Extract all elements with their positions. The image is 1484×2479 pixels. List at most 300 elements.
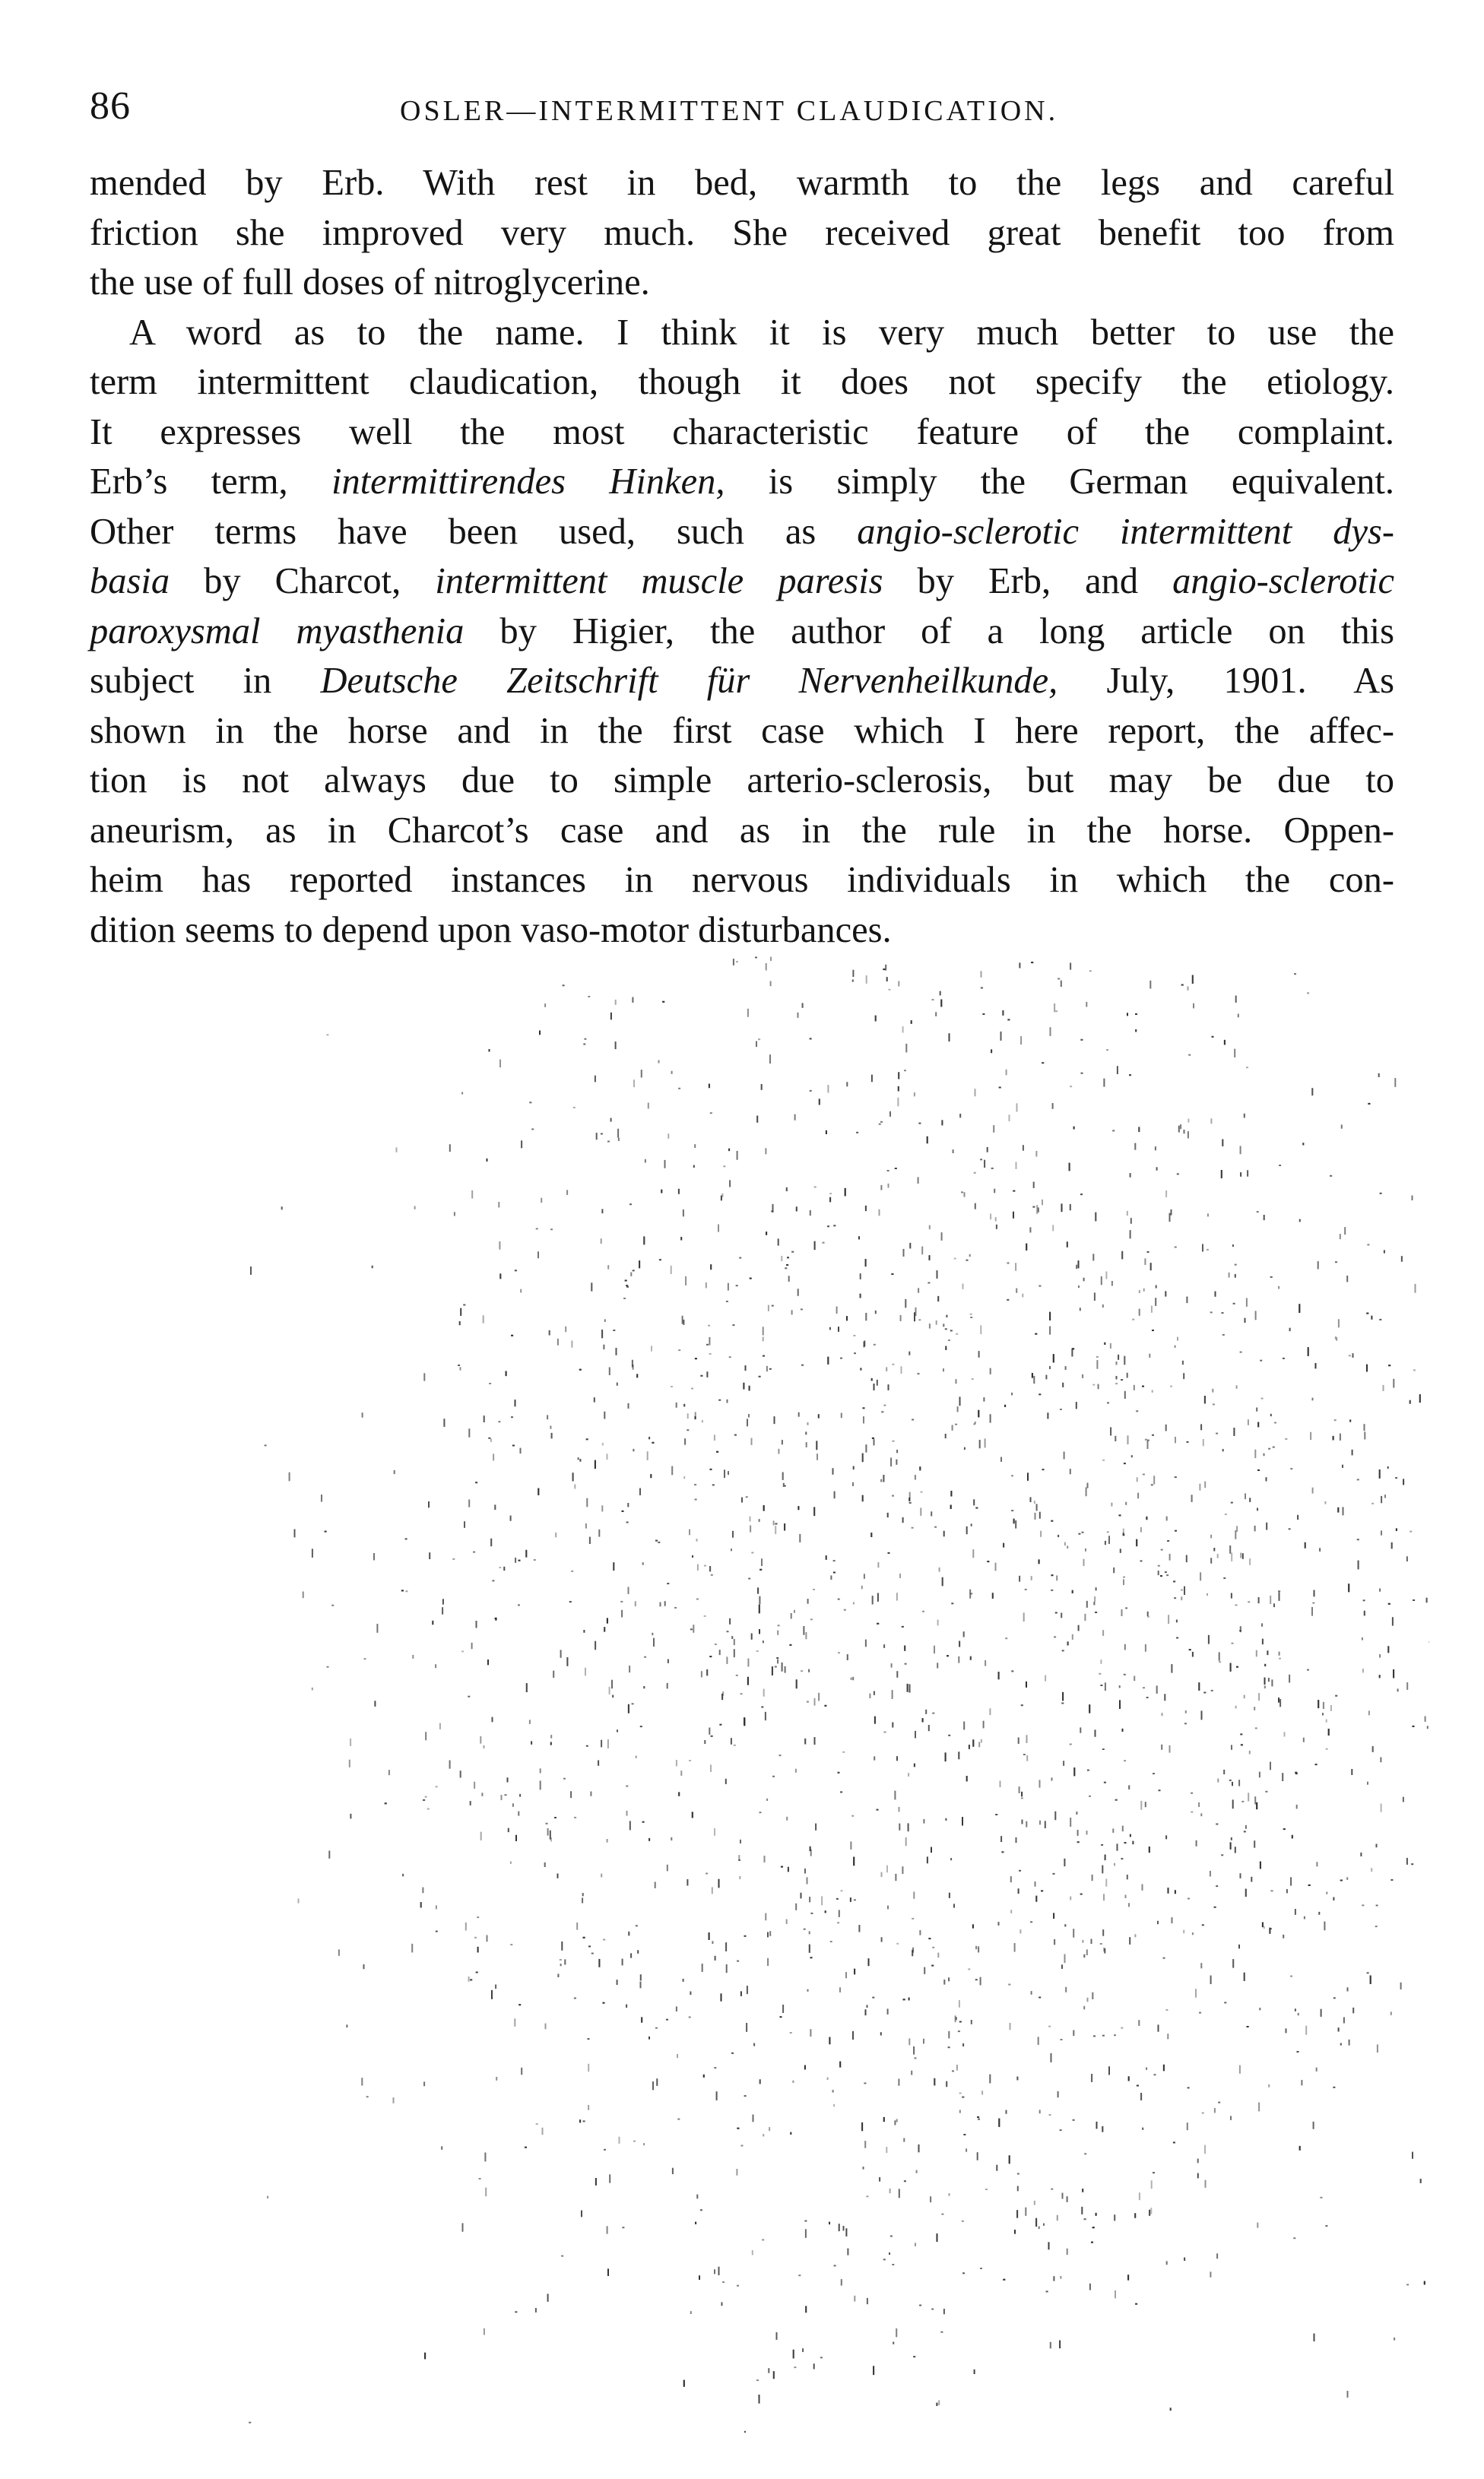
speckle-mark [975,1507,978,1509]
speckle-mark [982,1013,985,1015]
speckle-mark [805,2229,807,2238]
speckle-mark [1232,1244,1234,1247]
speckle-mark [941,2214,943,2215]
speckle-mark [1314,1590,1315,1597]
speckle-mark [1071,1349,1073,1357]
speckle-mark [695,1358,697,1359]
speckle-mark [595,1641,596,1650]
speckle-mark [1082,1374,1083,1378]
speckle-mark [985,1660,986,1666]
speckle-mark [1048,2026,1051,2027]
speckle-mark [978,1410,979,1418]
speckle-mark [1150,1263,1152,1270]
speckle-mark [950,1858,952,1860]
speckle-mark [761,1084,763,1090]
speckle-mark [959,2093,962,2094]
speckle-mark [763,1355,765,1357]
speckle-mark [709,1337,710,1346]
speckle-mark [1204,1482,1206,1488]
speckle-mark [890,1458,892,1467]
speckle-mark [1076,1265,1077,1269]
speckle-mark [1322,1713,1324,1715]
speckle-mark [903,1249,905,1257]
speckle-mark [1295,1909,1296,1915]
speckle-mark [1056,1575,1058,1580]
speckle-mark [865,1444,867,1452]
speckle-mark [544,1003,546,1007]
speckle-mark [807,1989,809,1992]
speckle-mark [885,965,886,971]
speckle-mark [1242,1553,1244,1559]
speckle-mark [709,1728,710,1735]
speckle-mark [1174,1597,1176,1599]
speckle-mark [945,1752,947,1761]
speckle-mark [871,1378,873,1381]
speckle-mark [975,1203,976,1209]
speckle-mark [1116,1362,1118,1365]
speckle-mark [891,1273,893,1275]
speckle-mark [1061,1964,1063,1969]
speckle-mark [1171,1664,1172,1673]
speckle-mark [689,1760,691,1761]
speckle-mark [1312,1488,1314,1494]
speckle-mark [294,1530,296,1538]
speckle-mark [888,1384,889,1390]
speckle-mark [1302,1143,1304,1145]
speckle-mark [918,1123,921,1124]
line-segment: A word as to the name. I think it is very much better to use the [129,312,1394,353]
speckle-mark [1264,1215,1265,1220]
speckle-mark [814,1186,817,1187]
speckle-mark [1084,1614,1086,1621]
speckle-mark [931,1965,934,1967]
speckle-mark [1119,1514,1121,1516]
speckle-mark [1122,1729,1124,1732]
speckle-mark [1073,1767,1075,1776]
speckle-mark [1070,963,1071,970]
speckle-mark [1379,1469,1381,1479]
speckle-mark [1058,2091,1059,2097]
speckle-mark [886,977,888,981]
speckle-mark [1007,1299,1009,1301]
speckle-mark [682,1316,683,1324]
speckle-mark [1168,1888,1169,1894]
speckle-mark [1212,1389,1213,1393]
speckle-mark [1257,2223,1258,2228]
speckle-mark [267,2196,268,2198]
speckle-mark [1061,2039,1063,2040]
speckle-mark [1122,1826,1124,1832]
speckle-mark [1202,1924,1204,1926]
speckle-mark [1000,1457,1002,1462]
speckle-mark [1021,1792,1023,1796]
speckle-mark [1127,1373,1128,1378]
speckle-mark [1052,1225,1054,1231]
speckle-mark [1127,1373,1128,1378]
speckle-mark [642,1562,644,1565]
speckle-mark [1039,1821,1041,1825]
speckle-mark [1257,1469,1260,1471]
speckle-mark [1121,1251,1123,1260]
speckle-mark [536,2123,538,2125]
speckle-mark [1232,1244,1234,1247]
speckle-mark [719,1724,721,1726]
speckle-mark [554,1817,556,1818]
speckle-mark [852,1482,854,1486]
speckle-mark [731,1738,732,1745]
speckle-mark [607,2268,609,2276]
speckle-mark [865,1206,867,1211]
speckle-mark [865,1259,867,1266]
speckle-mark [557,1874,559,1878]
speckle-mark [671,1466,673,1476]
speckle-mark [1064,1859,1065,1866]
speckle-mark [607,2226,608,2233]
speckle-mark [550,1837,552,1841]
speckle-mark [508,1828,509,1832]
speckle-mark [1397,1688,1399,1691]
speckle-mark [961,1191,963,1193]
speckle-mark [987,1561,989,1562]
speckle-mark [860,1368,861,1370]
speckle-mark [729,1356,731,1358]
speckle-mark [908,1998,910,2001]
speckle-mark [547,1415,548,1419]
speckle-mark [898,981,899,987]
speckle-mark [1268,1678,1270,1682]
speckle-mark [632,1703,634,1704]
speckle-mark [969,1745,970,1749]
speckle-mark [551,1433,553,1438]
speckle-mark [905,1044,907,1052]
speckle-mark [1010,1876,1012,1882]
speckle-mark [557,1339,559,1346]
speckle-mark [1346,1877,1348,1880]
speckle-mark [604,2149,606,2151]
speckle-mark [966,1776,968,1781]
speckle-mark [1264,1678,1266,1685]
speckle-mark [769,2127,770,2131]
speckle-mark [816,1441,817,1450]
speckle-mark [737,2128,739,2129]
speckle-mark [813,1507,815,1516]
speckle-mark [1368,1710,1370,1715]
speckle-mark [771,1210,773,1212]
speckle-mark [827,1085,829,1092]
speckle-mark [852,970,854,977]
speckle-mark [854,2296,855,2302]
speckle-mark [350,1739,351,1746]
speckle-mark [1086,1601,1088,1608]
speckle-mark [545,2024,547,2030]
speckle-mark [626,1285,628,1286]
speckle-mark [588,1945,591,1947]
speckle-mark [918,1319,921,1320]
body-text [90,158,1394,955]
speckle-mark [294,1530,296,1538]
speckle-mark [652,1442,654,1444]
speckle-mark [975,1203,976,1209]
speckle-mark [1196,1840,1197,1847]
speckle-mark [1078,1533,1080,1535]
speckle-mark [584,1038,586,1040]
speckle-mark [612,1695,614,1698]
speckle-mark [778,1449,779,1454]
speckle-mark [971,1523,972,1526]
speckle-mark [699,2275,700,2280]
speckle-mark [833,1572,836,1574]
speckle-mark [1069,1163,1070,1171]
speckle-mark [636,1374,638,1377]
speckle-mark [874,1439,875,1445]
speckle-mark [462,2223,464,2231]
speckle-mark [1050,2342,1051,2349]
speckle-mark [956,1333,958,1335]
speckle-mark [1371,1503,1374,1504]
speckle-mark [734,1639,735,1645]
speckle-mark [586,1745,588,1747]
speckle-mark [515,1835,517,1841]
speckle-mark [671,1466,673,1476]
speckle-mark [653,1638,655,1647]
speckle-mark [1105,1272,1107,1279]
speckle-mark [1004,1405,1006,1407]
speckle-mark [894,2120,896,2125]
speckle-mark [912,1950,913,1956]
speckle-mark [1015,1520,1016,1529]
speckle-mark [1073,1127,1075,1130]
speckle-mark [484,2153,486,2162]
speckle-mark [1021,1704,1023,1706]
speckle-mark [973,1423,975,1425]
speckle-mark [588,2064,589,2072]
speckle-mark [628,1403,629,1409]
speckle-mark [1335,1261,1337,1263]
speckle-mark [905,1299,906,1308]
speckle-mark [607,1618,608,1623]
speckle-mark [709,1656,712,1657]
speckle-mark [1290,1468,1292,1469]
speckle-mark [1130,1218,1132,1224]
speckle-mark [873,2366,874,2375]
speckle-mark [1229,1545,1231,1554]
speckle-mark [721,1194,723,1197]
speckle-mark [911,1020,912,1024]
speckle-mark [512,1445,515,1447]
speckle-mark [561,2256,563,2257]
speckle-mark [1381,1496,1382,1503]
speckle-mark [1146,1517,1147,1520]
speckle-mark [1039,1780,1041,1787]
speckle-mark [1119,1700,1121,1709]
speckle-mark [826,1130,827,1134]
speckle-mark [1266,1523,1267,1530]
speckle-mark [664,1160,666,1168]
speckle-mark [648,1838,650,1841]
speckle-mark [838,1327,839,1332]
speckle-mark [471,1643,473,1649]
speckle-mark [756,2379,759,2381]
speckle-mark [1244,1695,1245,1699]
speckle-mark [827,1357,829,1365]
speckle-mark [622,2227,624,2228]
speckle-mark [1026,1244,1027,1251]
speckle-mark [648,2037,650,2040]
speckle-mark [1008,1984,1010,1986]
speckle-mark [595,1641,596,1650]
speckle-mark [867,2298,868,2304]
speckle-mark [767,1932,769,1938]
speckle-mark [734,1745,736,1746]
speckle-mark [510,1516,512,1521]
speckle-mark [1130,1230,1131,1238]
speckle-mark [628,1932,629,1936]
speckle-mark [795,1904,797,1910]
speckle-mark [797,1506,799,1510]
speckle-mark [1334,1419,1337,1421]
speckle-mark [865,1313,867,1320]
speckle-mark [1124,1842,1127,1843]
speckle-mark [940,2332,943,2333]
speckle-mark [1335,1336,1337,1339]
speckle-mark [758,1038,760,1040]
speckle-mark [1104,1343,1105,1345]
speckle-mark [1157,1921,1159,1924]
speckle-mark [936,2403,937,2406]
speckle-mark [985,1438,986,1447]
speckle-mark [1376,1905,1378,1907]
speckle-mark [1370,1976,1371,1984]
speckle-mark [610,1013,612,1019]
speckle-mark [550,1742,552,1745]
speckle-mark [498,1202,499,1208]
speckle-mark [1038,1997,1041,1999]
speckle-mark [1061,1203,1063,1212]
speckle-mark [633,2141,636,2142]
speckle-mark [298,1898,300,1903]
speckle-mark [810,1850,812,1856]
speckle-mark [818,1414,820,1418]
speckle-mark [629,1821,631,1830]
speckle-mark [1248,1601,1250,1602]
speckle-mark [975,1507,978,1509]
speckle-mark [521,1140,522,1148]
speckle-mark [874,1384,875,1390]
line-segment: by Erb, and [883,561,1173,601]
speckle-mark [1316,2068,1318,2072]
speckle-mark [566,1657,568,1666]
speckle-mark [1062,1692,1064,1701]
speckle-mark [782,1663,783,1672]
speckle-mark [1086,1601,1088,1608]
speckle-mark [470,1979,472,1980]
speckle-mark [966,2148,967,2151]
speckle-mark [385,1802,387,1804]
speckle-mark [864,2082,866,2084]
speckle-mark [1403,1479,1404,1485]
speckle-mark [783,1483,785,1487]
speckle-mark [579,2119,581,2122]
speckle-mark [672,2168,674,2174]
speckle-mark [1067,1546,1068,1549]
speckle-mark [1156,1167,1158,1170]
speckle-mark [1230,1663,1232,1672]
speckle-mark [1244,1114,1245,1118]
speckle-mark [1262,1639,1264,1645]
speckle-mark [789,1644,791,1646]
speckle-mark [877,1809,879,1811]
speckle-mark [1059,2341,1061,2349]
speckle-mark [1425,1717,1426,1722]
speckle-mark [746,2023,747,2032]
speckle-mark [1191,1793,1193,1794]
speckle-mark [643,1236,645,1244]
speckle-mark [628,1704,629,1713]
speckle-mark [1200,1572,1201,1580]
speckle-mark [1390,2011,1392,2015]
speckle-mark [425,1796,427,1798]
speckle-mark [662,1001,664,1003]
speckle-mark [460,1367,461,1370]
speckle-mark [1054,1939,1055,1945]
speckle-mark [785,1267,787,1269]
speckle-mark [852,980,854,982]
speckle-mark [710,1264,712,1270]
speckle-mark [676,1403,677,1408]
speckle-mark [648,1838,650,1841]
speckle-mark [1270,1276,1273,1278]
speckle-mark [1001,1851,1004,1853]
speckle-mark [1413,1726,1415,1727]
speckle-mark [473,1552,475,1553]
speckle-mark [616,1348,617,1355]
speckle-mark [1039,2110,1041,2113]
speckle-mark [1298,1304,1300,1313]
speckle-mark [1110,1343,1111,1349]
speckle-mark [1258,1597,1260,1603]
italic-term: angio-sclerotic [1172,561,1394,601]
speckle-mark [1151,1484,1153,1485]
speckle-mark [361,2078,363,2085]
speckle-mark [1379,1654,1381,1658]
speckle-mark [1081,1073,1083,1074]
speckle-mark [1257,1422,1259,1428]
speckle-mark [1080,1894,1083,1895]
speckle-mark [653,1638,655,1647]
speckle-mark [1366,1365,1368,1372]
speckle-mark [794,1610,795,1613]
speckle-mark [667,1583,669,1584]
speckle-mark [745,1365,747,1371]
speckle-mark [802,2348,804,2352]
speckle-mark [1096,1356,1099,1358]
speckle-mark [958,2030,960,2032]
speckle-mark [736,961,738,962]
speckle-mark [1096,1360,1098,1369]
speckle-mark [1273,1603,1275,1607]
speckle-mark [582,1893,584,1896]
speckle-mark [1342,1465,1343,1468]
speckle-mark [903,1999,905,2000]
speckle-mark [763,1641,764,1643]
speckle-mark [579,1459,581,1462]
speckle-mark [1303,1738,1305,1742]
speckle-mark [494,1504,496,1510]
speckle-mark [1150,1263,1152,1270]
speckle-mark [1070,1204,1071,1210]
speckle-mark [628,1403,629,1409]
speckle-mark [820,2357,823,2358]
